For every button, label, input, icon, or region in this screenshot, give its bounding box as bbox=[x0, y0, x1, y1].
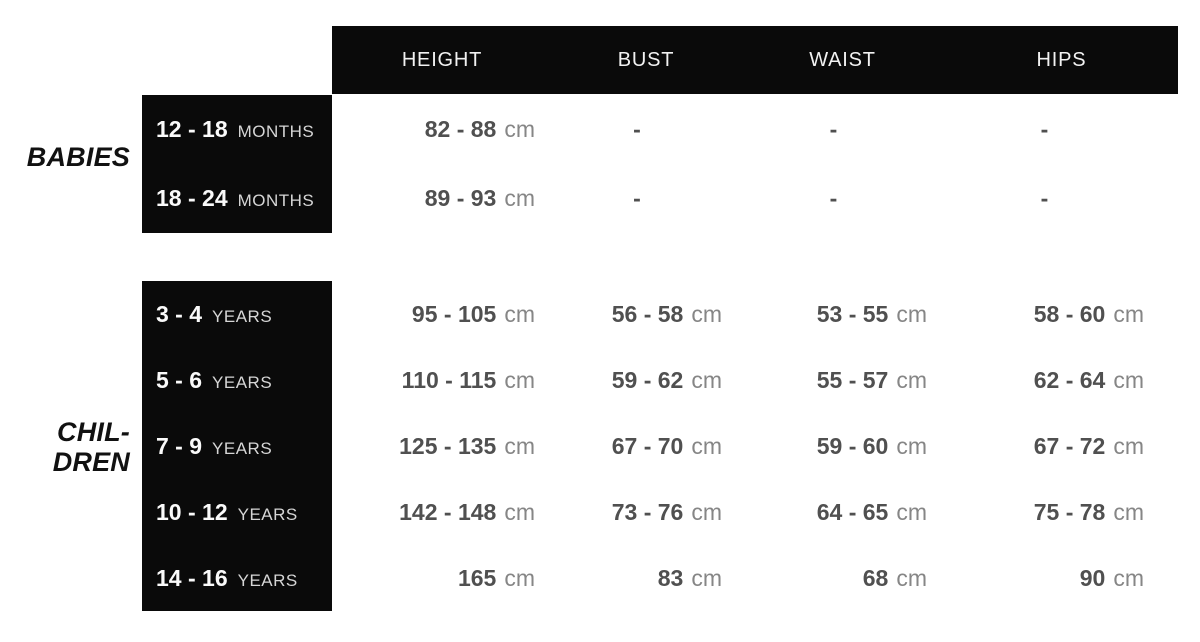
cell-height bbox=[332, 185, 552, 212]
measurement-value: 55 - 57 bbox=[816, 366, 889, 393]
cell-bust bbox=[552, 185, 740, 212]
column-header-waist: WAIST bbox=[809, 48, 876, 71]
measurement-value: 75 - 78 bbox=[1033, 498, 1106, 525]
column-header-row bbox=[332, 26, 1178, 94]
table-row bbox=[142, 545, 1178, 611]
measurement-value: 58 - 60 bbox=[1033, 300, 1106, 327]
measurement-value: 73 - 76 bbox=[611, 498, 684, 525]
group-label-line: BABIES bbox=[26, 142, 130, 172]
table-row bbox=[142, 281, 1178, 347]
size-unit: YEARS bbox=[212, 306, 273, 326]
measurement-unit: cm bbox=[504, 564, 535, 591]
measurement-unit: cm bbox=[896, 432, 927, 459]
measurement-unit: cm bbox=[1113, 564, 1144, 591]
measurement-value: - bbox=[829, 116, 838, 142]
cell-hips bbox=[945, 301, 1178, 328]
measurement-value: 90 bbox=[1079, 564, 1106, 591]
measurement-value: 165 bbox=[457, 564, 497, 591]
cell-height bbox=[332, 367, 552, 394]
measurement-unit: cm bbox=[896, 498, 927, 525]
measurement-value: - bbox=[1040, 116, 1049, 142]
measurement-value: - bbox=[633, 116, 641, 142]
measurement-value: 125 - 135 bbox=[399, 432, 497, 459]
size-range: 5 - 6 bbox=[156, 366, 203, 393]
cell-waist bbox=[740, 565, 945, 592]
measurement-value: 67 - 72 bbox=[1033, 432, 1106, 459]
cell-hips bbox=[945, 116, 1178, 143]
size-range: 3 - 4 bbox=[156, 300, 203, 327]
measurement-unit: cm bbox=[896, 366, 927, 393]
measurement-value: 110 - 115 bbox=[401, 366, 497, 393]
cell-waist bbox=[740, 433, 945, 460]
measurement-value: 83 bbox=[657, 564, 684, 591]
group-label-line: DREN bbox=[52, 447, 130, 477]
measurement-unit: cm bbox=[504, 432, 535, 459]
table-row bbox=[142, 95, 1178, 164]
cell-bust bbox=[552, 565, 740, 592]
measurement-unit: cm bbox=[504, 116, 535, 142]
cell-bust bbox=[552, 367, 740, 394]
measurement-unit: cm bbox=[1113, 300, 1144, 327]
measurement-unit: cm bbox=[504, 300, 535, 327]
cell-hips bbox=[945, 565, 1178, 592]
size-unit: MONTHS bbox=[237, 122, 315, 141]
measurement-value: 56 - 58 bbox=[611, 300, 684, 327]
measurement-unit: cm bbox=[504, 498, 535, 525]
cell-waist bbox=[740, 185, 945, 212]
measurement-value: 82 - 88 bbox=[424, 116, 497, 142]
size-label bbox=[142, 301, 332, 328]
cell-waist bbox=[740, 301, 945, 328]
group-label-babies bbox=[0, 142, 130, 172]
cell-height bbox=[332, 499, 552, 526]
size-unit: YEARS bbox=[237, 504, 298, 524]
size-label bbox=[142, 565, 332, 592]
size-unit: MONTHS bbox=[237, 191, 315, 210]
cell-bust bbox=[552, 433, 740, 460]
measurement-unit: cm bbox=[1113, 366, 1144, 393]
cell-height bbox=[332, 433, 552, 460]
table-row bbox=[142, 164, 1178, 233]
cell-waist bbox=[740, 367, 945, 394]
measurement-value: 89 - 93 bbox=[424, 185, 497, 211]
group-label-children bbox=[0, 417, 130, 477]
measurement-unit: cm bbox=[691, 498, 722, 525]
measurement-unit: cm bbox=[1113, 498, 1144, 525]
column-header-bust: BUST bbox=[617, 48, 675, 71]
measurement-unit: cm bbox=[691, 432, 722, 459]
measurement-value: - bbox=[633, 185, 641, 211]
measurement-unit: cm bbox=[691, 300, 722, 327]
measurement-value: 64 - 65 bbox=[816, 498, 889, 525]
cell-waist bbox=[740, 116, 945, 143]
size-label bbox=[142, 499, 332, 526]
cell-height bbox=[332, 301, 552, 328]
size-label bbox=[142, 433, 332, 460]
cell-hips bbox=[945, 433, 1178, 460]
measurement-unit: cm bbox=[1113, 432, 1144, 459]
cell-hips bbox=[945, 185, 1178, 212]
table-row bbox=[142, 479, 1178, 545]
size-range: 10 - 12 bbox=[156, 498, 228, 525]
table-row bbox=[142, 347, 1178, 413]
measurement-value: 142 - 148 bbox=[399, 498, 497, 525]
size-unit: YEARS bbox=[237, 570, 298, 590]
measurement-value: 62 - 64 bbox=[1033, 366, 1106, 393]
size-range: 12 - 18 bbox=[156, 116, 228, 142]
cell-height bbox=[332, 116, 552, 143]
group-label-line: CHIL- bbox=[57, 417, 130, 447]
cell-height bbox=[332, 565, 552, 592]
measurement-unit: cm bbox=[896, 564, 927, 591]
size-range: 14 - 16 bbox=[156, 564, 228, 591]
cell-bust bbox=[552, 116, 740, 143]
cell-waist bbox=[740, 499, 945, 526]
size-label bbox=[142, 367, 332, 394]
cell-hips bbox=[945, 367, 1178, 394]
measurement-value: 67 - 70 bbox=[611, 432, 684, 459]
size-unit: YEARS bbox=[212, 372, 273, 392]
measurement-unit: cm bbox=[691, 366, 722, 393]
measurement-value: - bbox=[829, 185, 838, 211]
column-header-hips: HIPS bbox=[1036, 48, 1087, 71]
measurement-unit: cm bbox=[896, 300, 927, 327]
measurement-unit: cm bbox=[504, 366, 535, 393]
size-range: 18 - 24 bbox=[156, 185, 228, 211]
measurement-value: 59 - 60 bbox=[816, 432, 889, 459]
measurement-value: 95 - 105 bbox=[411, 300, 497, 327]
cell-hips bbox=[945, 499, 1178, 526]
measurement-value: 59 - 62 bbox=[611, 366, 684, 393]
cell-bust bbox=[552, 499, 740, 526]
size-label bbox=[142, 185, 332, 212]
measurement-unit: cm bbox=[691, 564, 722, 591]
measurement-value: 68 bbox=[862, 564, 889, 591]
column-header-height: HEIGHT bbox=[401, 48, 483, 71]
size-unit: YEARS bbox=[212, 438, 273, 458]
measurement-value: 53 - 55 bbox=[816, 300, 889, 327]
cell-bust bbox=[552, 301, 740, 328]
size-label bbox=[142, 116, 332, 143]
table-row bbox=[142, 413, 1178, 479]
size-range: 7 - 9 bbox=[156, 432, 203, 459]
measurement-value: - bbox=[1040, 185, 1049, 211]
measurement-unit: cm bbox=[504, 185, 535, 211]
